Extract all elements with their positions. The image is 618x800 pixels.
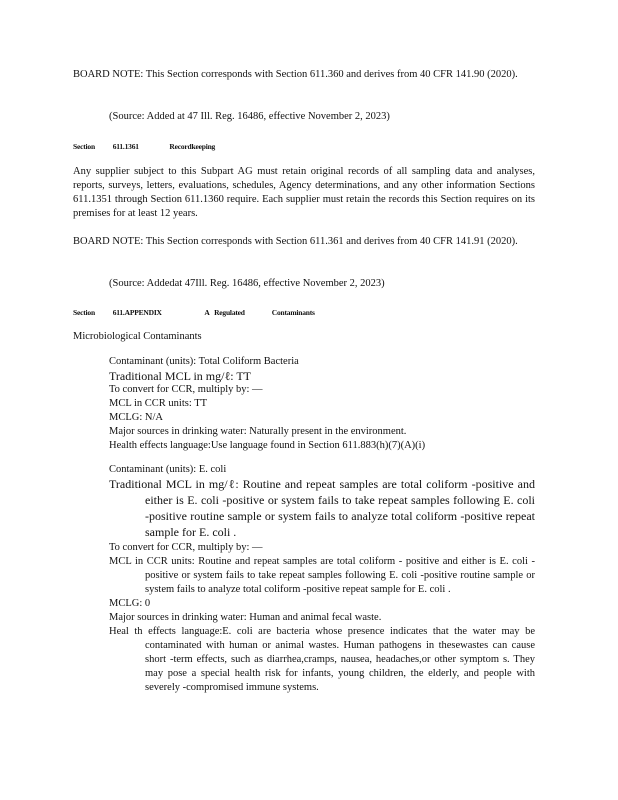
appendix-letter: A (204, 308, 210, 317)
appendix-number: 611.APPENDIX (112, 308, 162, 317)
appendix-title-contaminants: Contaminants (271, 308, 315, 317)
recordkeeping-paragraph: Any supplier subject to this Subpart AG must retain original records of all sampling data and analyses, reports, surveys, letters, evaluations, schedules, Agency determinations, and any other information Sections 611.1351 through Section 611.1360 require. Each supplier must retain the records this Section requires on its premises for at least 12 years. (73, 166, 535, 219)
ecoli-mcl-ccr: MCL in CCR units: Routine and repeat samples are total coliform - positive and either is E. coli -positive or system fails to take repeat samples following E. coli -positive routine sample or system fails to analyze total coliform -positive repeat sample for E. coli . (109, 556, 535, 595)
source-note-1361: (Source: Added at 47 Ill. Reg. 16486, effective November 2, 2023) (109, 111, 390, 122)
ecoli-contaminant: Contaminant (units): E. coli (109, 464, 227, 475)
ecoli-entry (109, 463, 535, 695)
appendix-title-regulated: Regulated (214, 308, 245, 317)
section-label: Section (73, 142, 95, 151)
ecoli-mclg: MCLG: 0 (109, 598, 151, 609)
section-title: Recordkeeping (169, 142, 216, 151)
tc-contaminant: Contaminant (units): Total Coliform Bacteria (109, 356, 299, 367)
board-note-611-1360: BOARD NOTE: This Section corresponds with Section 611.360 and derives from 40 CFR 141.90 (2020). (73, 69, 518, 80)
ecoli-health-effects: Heal th effects language:E. coli are bacteria whose presence indicates that the water may be contaminated with human or animal wastes. Human pathogens in thesewastes can cause short -term effects, such as diarrhea,cramps, nausea, headaches,or other symptom s. They may pose a special health risk for infants, young children, the elderly, and people with severely -compromised immune systems. (109, 626, 535, 693)
tc-sources: Major sources in drinking water: Naturally present in the environment. (109, 426, 407, 437)
section-heading-611-1361 (73, 140, 215, 154)
appendix-heading (73, 306, 315, 320)
tc-traditional-mcl: Traditional MCL in mg/ℓ: TT (109, 369, 251, 383)
ecoli-traditional-mcl (109, 477, 535, 541)
tc-health-effects: Health effects language:Use language found in Section 611.883(h)(7)(A)(i) (109, 440, 426, 451)
source-note-appendix: (Source: Addedat 47Ill. Reg. 16486, effective November 2, 2023) (109, 278, 385, 289)
appendix-section-label: Section (73, 308, 95, 317)
section-number: 611.1361 (112, 142, 139, 151)
ecoli-traditional-mcl-text: Traditional MCL in mg/ℓ: Routine and repeat samples are total coliform -positive and either is E. coli -positive or system fails to take repeat samples following E. coli -positive routine sample or system fails to analyze total coliform -positive repeat sample for E. coli . (109, 477, 535, 539)
ecoli-convert: To convert for CCR, multiply by: — (109, 542, 263, 553)
tc-mcl-ccr: MCL in CCR units: TT (109, 398, 208, 409)
tc-convert: To convert for CCR, multiply by: — (109, 384, 263, 395)
board-note-611-1361: BOARD NOTE: This Section corresponds with Section 611.361 and derives from 40 CFR 141.91 (2020). (73, 236, 518, 247)
ecoli-sources: Major sources in drinking water: Human and animal fecal waste. (109, 612, 382, 623)
tc-mclg: MCLG: N/A (109, 412, 163, 423)
microbiological-subheading: Microbiological Contaminants (73, 331, 202, 342)
total-coliform-entry (109, 355, 535, 453)
